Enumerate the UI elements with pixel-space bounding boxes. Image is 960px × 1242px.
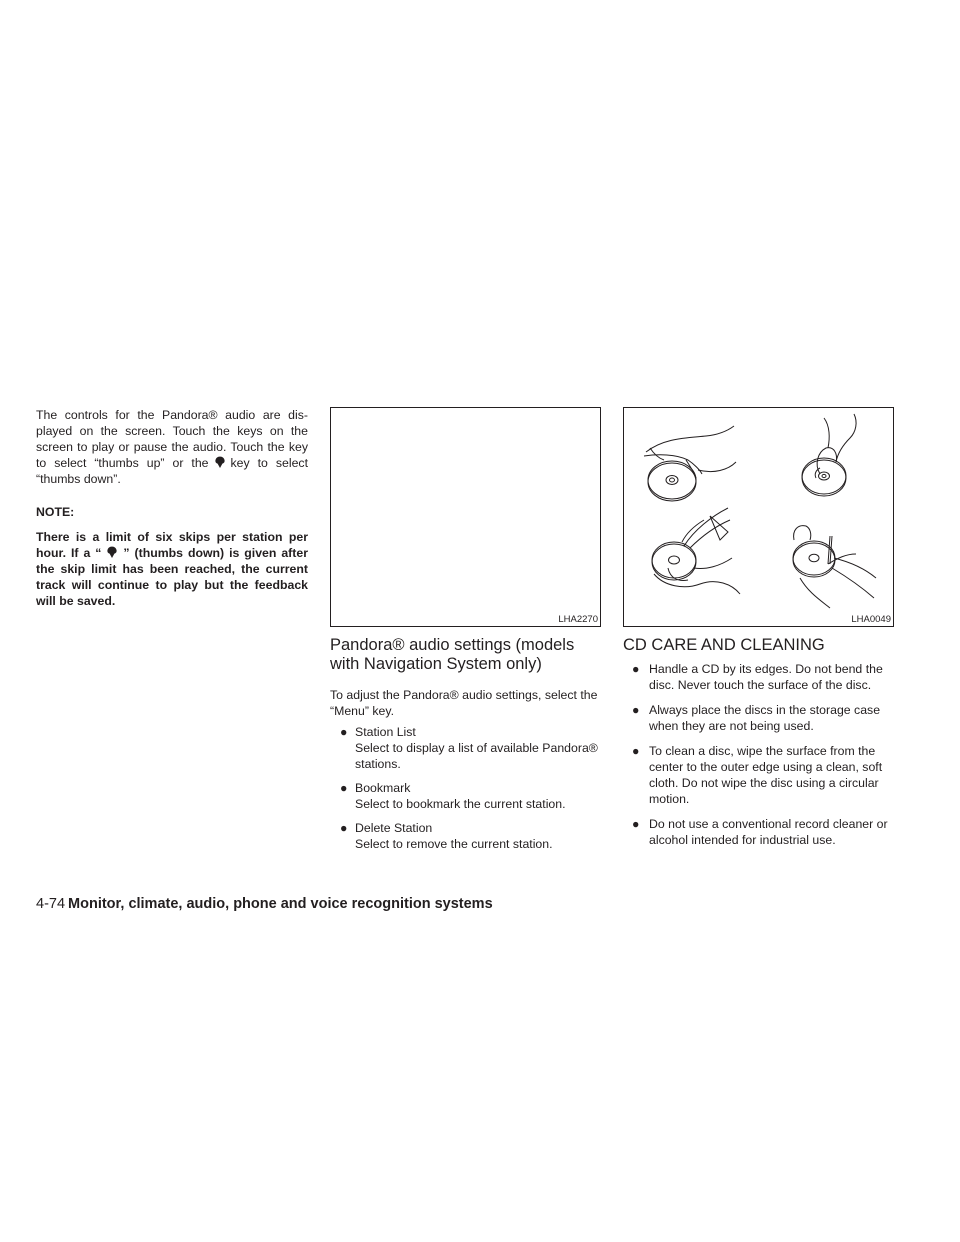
paragraph-text: key to select “thumbs down”.	[36, 456, 308, 486]
page-footer	[36, 895, 493, 913]
item-description: Select to remove the current station.	[355, 837, 553, 851]
item-title: Station List	[355, 725, 416, 739]
pandora-settings-heading: Pandora® audio settings (models with Navigation System only)	[330, 636, 575, 673]
disc-bottom-left	[652, 508, 740, 594]
page-number: 4-74	[36, 896, 66, 912]
list-item	[623, 816, 895, 848]
item-title: Bookmark	[355, 781, 411, 795]
cd-care-list	[623, 661, 895, 848]
list-item	[623, 661, 895, 693]
disc-top-right	[802, 414, 856, 496]
right-column	[623, 407, 895, 857]
pandora-settings-list	[330, 724, 602, 852]
disc-top-left	[644, 426, 736, 501]
note-text: ” (thumbs down) is given after the skip limit has been reached, the current track will continue to play but the feedback will be saved.	[36, 546, 309, 608]
bullet-icon: ●	[632, 744, 640, 758]
left-column	[36, 407, 308, 609]
item-description: Select to bookmark the current station.	[355, 797, 566, 811]
note-heading: NOTE:	[36, 505, 75, 519]
bullet-icon: ●	[632, 703, 640, 717]
pandora-screen-figure	[330, 407, 601, 627]
bullet-icon: ●	[340, 725, 348, 739]
bullet-icon: ●	[340, 821, 348, 835]
note-text: There is a limit of six skips per station per hour. If a “	[36, 530, 308, 560]
thumbs-down-icon	[213, 455, 227, 469]
note-body	[36, 529, 308, 609]
list-item	[330, 724, 602, 772]
cd-care-heading: CD CARE AND CLEANING	[623, 636, 825, 654]
list-item	[330, 780, 602, 812]
item-text: To clean a disc, wipe the surface from the center to the outer edge using a clean, soft cloth. Do not wipe the disc using a circular motion.	[649, 744, 883, 806]
cd-handling-illustration	[624, 408, 893, 626]
paragraph-text: The controls for the Pandora® audio are dis- played on the screen. Touch the keys on the screen to play or pause the audio. Touch the key to select “thumbs up” or the	[36, 408, 308, 470]
figure-label: LHA2270	[558, 614, 598, 625]
list-item	[623, 743, 895, 807]
bullet-icon: ●	[340, 781, 348, 795]
bullet-icon: ●	[632, 662, 640, 676]
item-title: Delete Station	[355, 821, 433, 835]
item-text: Handle a CD by its edges. Do not bend the disc. Never touch the surface of the disc.	[649, 662, 883, 692]
thumbs-down-icon	[105, 545, 119, 559]
item-text: Do not use a conventional record cleaner or alcohol intended for industrial use.	[649, 817, 888, 847]
list-item	[330, 820, 602, 852]
item-text: Always place the discs in the storage case when they are not being used.	[649, 703, 881, 733]
section-title: Monitor, climate, audio, phone and voice recognition systems	[68, 896, 493, 912]
list-item	[623, 702, 895, 734]
disc-bottom-right	[793, 526, 876, 608]
pandora-settings-intro: To adjust the Pandora® audio settings, select the “Menu” key.	[330, 688, 598, 718]
pandora-controls-paragraph	[36, 407, 308, 487]
item-description: Select to display a list of available Pandora® stations.	[355, 741, 598, 771]
bullet-icon: ●	[632, 817, 640, 831]
cd-handling-figure	[623, 407, 894, 627]
middle-column	[330, 407, 602, 860]
figure-label: LHA0049	[851, 614, 891, 625]
